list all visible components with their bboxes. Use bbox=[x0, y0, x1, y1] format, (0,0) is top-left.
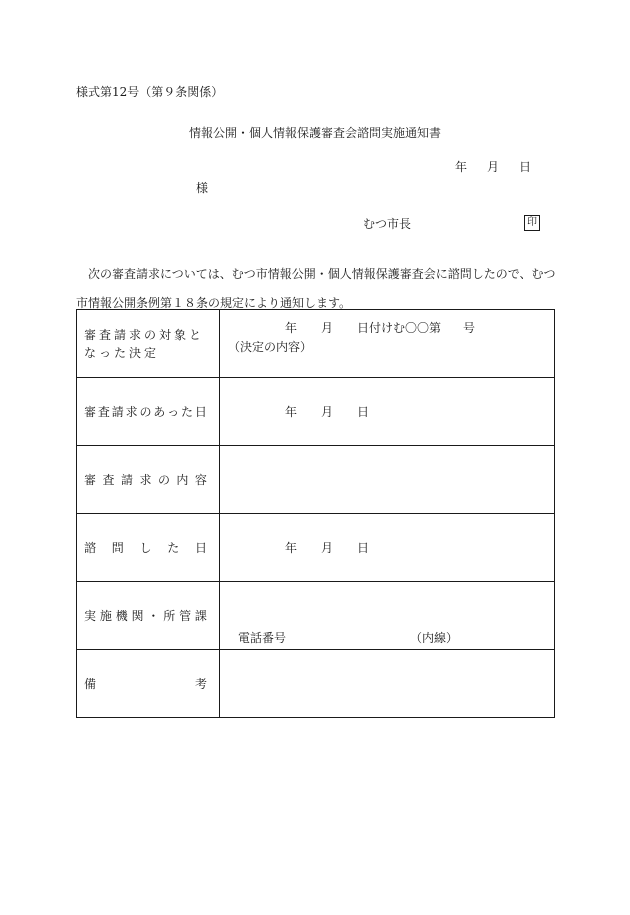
seal-mark: 印 bbox=[524, 215, 540, 231]
agency-phone: 電話番号 bbox=[238, 631, 287, 645]
value-consult-date bbox=[220, 514, 555, 582]
date-year: 年 bbox=[455, 160, 468, 174]
consult-day: 日 bbox=[357, 541, 370, 555]
value-agency bbox=[220, 582, 555, 650]
row-agency bbox=[77, 582, 555, 650]
value-remarks bbox=[220, 650, 555, 718]
decision-note: （決定の内容） bbox=[228, 340, 313, 354]
request-year: 年 bbox=[285, 405, 298, 419]
value-request-content bbox=[220, 446, 555, 514]
label-request-date-text: 審 査 請 求 の あ っ た 日 bbox=[84, 405, 207, 419]
label-remarks bbox=[77, 650, 220, 718]
label-agency-text: 実 施 機 関 ・ 所 管 課 bbox=[84, 609, 207, 623]
row-consult-date bbox=[77, 514, 555, 582]
label-remarks-text: 備 考 bbox=[84, 677, 207, 691]
notice-date bbox=[455, 161, 531, 173]
request-month: 月 bbox=[321, 405, 334, 419]
decision-year: 年 bbox=[285, 321, 298, 335]
value-subject-decision bbox=[220, 310, 555, 378]
label-subject-decision bbox=[77, 310, 220, 378]
label-consult-date bbox=[77, 514, 220, 582]
value-request-date bbox=[220, 378, 555, 446]
body-line-2: 市情報公開条例第１８条の規定により通知します。 bbox=[76, 296, 352, 310]
form-number: 様式第12号（第９条関係） bbox=[76, 85, 224, 99]
request-day: 日 bbox=[357, 405, 370, 419]
date-day: 日 bbox=[519, 160, 532, 174]
label-subject-decision-text: 審査請求の対象となった決定 bbox=[84, 327, 205, 360]
label-request-content-text: 審 査 請 求 の 内 容 bbox=[84, 473, 207, 487]
row-request-date bbox=[77, 378, 555, 446]
decision-month: 月 bbox=[321, 321, 334, 335]
consult-year: 年 bbox=[285, 541, 298, 555]
sender-name: むつ市長 bbox=[363, 217, 412, 231]
consult-month: 月 bbox=[321, 541, 334, 555]
date-month: 月 bbox=[487, 160, 500, 174]
addressee-suffix: 様 bbox=[196, 181, 209, 195]
label-request-content bbox=[77, 446, 220, 514]
agency-extension: （内線） bbox=[410, 631, 459, 645]
document-title: 情報公開・個人情報保護審査会諮問実施通知書 bbox=[188, 126, 441, 140]
row-remarks bbox=[77, 650, 555, 718]
row-subject-decision bbox=[77, 310, 555, 378]
decision-number: 号 bbox=[463, 321, 476, 335]
label-consult-date-text: 諮 問 し た 日 bbox=[84, 541, 207, 555]
decision-ref: 日付けむ〇〇第 bbox=[357, 321, 442, 335]
label-request-date bbox=[77, 378, 220, 446]
notice-table bbox=[76, 309, 555, 718]
body-line-1: 次の審査請求については、むつ市情報公開・個人情報保護審査会に諮問したので、むつ bbox=[88, 267, 556, 281]
label-agency bbox=[77, 582, 220, 650]
row-request-content bbox=[77, 446, 555, 514]
